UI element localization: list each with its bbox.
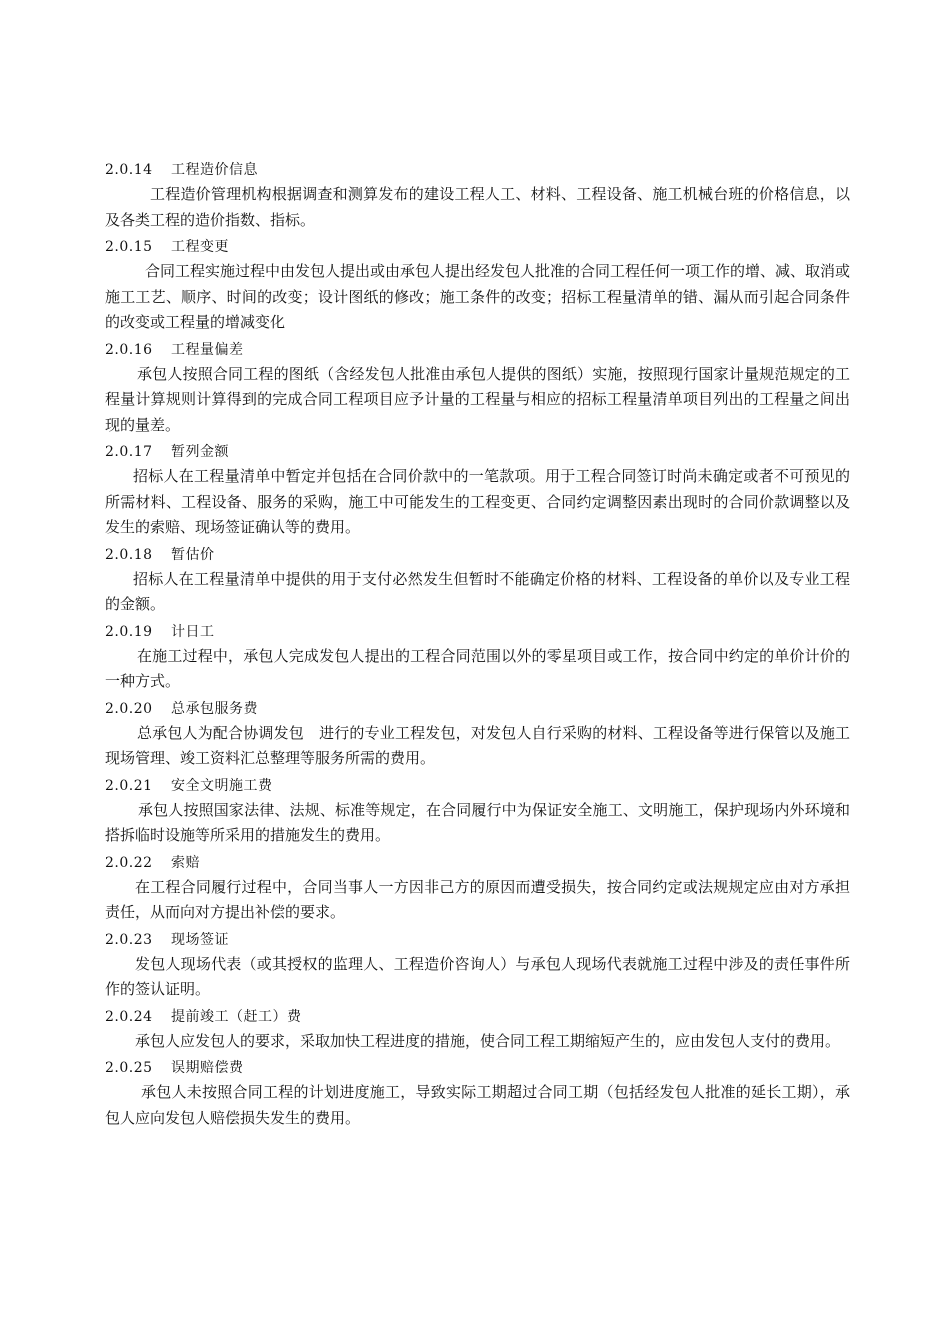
section-number: 2.0.24 [105, 1008, 153, 1025]
section-body: 承包人应发包人的要求，采取加快工程进度的措施，使合同工程工期缩短产生的，应由发包人支付的费用。 [135, 1031, 841, 1050]
section-number: 2.0.25 [105, 1060, 153, 1076]
section-heading [105, 851, 850, 875]
section-2-0-24 [105, 1005, 850, 1055]
section-number: 2.0.20 [105, 700, 153, 717]
section-number: 2.0.15 [105, 239, 153, 255]
section-title: 总承包服务费 [171, 700, 258, 717]
section-heading [105, 1056, 850, 1080]
section-2-0-23 [105, 928, 850, 1003]
section-title: 提前竣工（赶工）费 [171, 1008, 302, 1025]
section-number: 2.0.22 [105, 854, 153, 871]
section-2-0-14 [105, 158, 850, 233]
section-number: 2.0.16 [105, 341, 153, 358]
section-body: 招标人在工程量清单中提供的用于支付必然发生但暂时不能确定价格的材料、工程设备的单价以及专业工程的金额。 [105, 569, 850, 613]
section-2-0-20 [105, 697, 850, 772]
section-title: 误期赔偿费 [171, 1060, 244, 1076]
section-heading [105, 158, 850, 182]
section-2-0-25 [105, 1056, 850, 1131]
section-heading [105, 620, 850, 644]
section-heading [105, 774, 850, 798]
section-heading [105, 235, 850, 259]
section-2-0-19 [105, 620, 850, 695]
section-body: 招标人在工程量清单中暂定并包括在合同价款中的一笔款项。用于工程合同签订时尚未确定或者不可预见的所需材料、工程设备、服务的采购，施工中可能发生的工程变更、合同约定调整因素出现时的合同价款调整以及发生的索赔、现场签证确认等的费用。 [105, 467, 850, 536]
section-title: 安全文明施工费 [171, 777, 273, 794]
section-body: 工程造价管理机构根据调查和测算发布的建设工程人工、材料、工程设备、施工机械台班的价格信息，以及各类工程的造价指数、指标。 [105, 185, 850, 229]
section-body: 总承包人为配合协调发包 进行的专业工程发包，对发包人自行采购的材料、工程设备等进行保管以及施工现场管理、竣工资料汇总整理等服务所需的费用。 [105, 723, 850, 767]
section-title: 计日工 [171, 623, 215, 640]
section-heading [105, 543, 850, 567]
section-heading [105, 338, 850, 362]
section-title: 工程变更 [171, 239, 229, 255]
section-body: 在施工过程中，承包人完成发包人提出的工程合同范围以外的零星项目或工作，按合同中约定的单价计价的一种方式。 [105, 646, 850, 690]
section-title: 工程造价信息 [171, 162, 258, 178]
section-2-0-22 [105, 851, 850, 926]
section-body: 承包人按照国家法律、法规、标准等规定，在合同履行中为保证安全施工、文明施工，保护现场内外环境和搭拆临时设施等所采用的措施发生的费用。 [105, 800, 850, 844]
section-number: 2.0.18 [105, 546, 153, 563]
section-number: 2.0.17 [105, 444, 153, 460]
section-number: 2.0.21 [105, 777, 153, 794]
section-body: 承包人按照合同工程的图纸（含经发包人批准由承包人提供的图纸）实施，按照现行国家计量规范规定的工程量计算规则计算得到的完成合同工程项目应予计量的工程量与相应的招标工程量清单项目列出的工程量之间出现的量差。 [105, 364, 850, 434]
section-number: 2.0.23 [105, 931, 153, 948]
section-title: 暂列金额 [171, 444, 229, 460]
section-2-0-16 [105, 338, 850, 439]
section-heading [105, 1005, 850, 1029]
section-2-0-17 [105, 440, 850, 541]
section-2-0-18 [105, 543, 850, 618]
section-number: 2.0.19 [105, 623, 153, 640]
section-heading [105, 928, 850, 952]
section-number: 2.0.14 [105, 162, 153, 178]
section-body: 合同工程实施过程中由发包人提出或由承包人提出经发包人批准的合同工程任何一项工作的增、减、取消或施工工艺、顺序、时间的改变；设计图纸的修改；施工条件的改变；招标工程量清单的错、漏从而引起合同条件的改变或工程量的增减变化 [105, 262, 851, 331]
section-heading [105, 440, 850, 464]
document-page [105, 158, 850, 1133]
section-2-0-15 [105, 235, 850, 336]
section-heading [105, 697, 850, 721]
section-title: 暂估价 [171, 546, 215, 563]
section-title: 现场签证 [171, 931, 229, 948]
section-2-0-21 [105, 774, 850, 849]
section-body: 发包人现场代表（或其授权的监理人、工程造价咨询人）与承包人现场代表就施工过程中涉及的责任事件所作的签认证明。 [105, 954, 850, 998]
section-title: 索赔 [171, 854, 200, 871]
section-title: 工程量偏差 [171, 341, 244, 358]
section-body: 承包人未按照合同工程的计划进度施工，导致实际工期超过合同工期（包括经发包人批准的延长工期），承包人应向发包人赔偿损失发生的费用。 [105, 1083, 850, 1127]
section-body: 在工程合同履行过程中，合同当事人一方因非己方的原因而遭受损失，按合同约定或法规规定应由对方承担责任，从而向对方提出补偿的要求。 [105, 877, 850, 921]
